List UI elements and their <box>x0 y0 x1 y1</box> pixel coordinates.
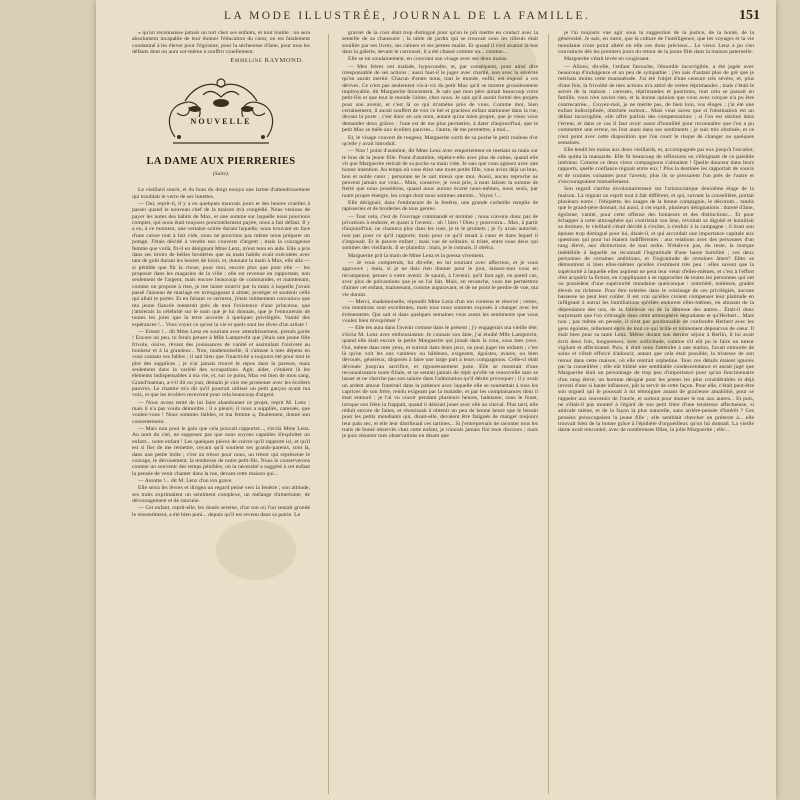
paragraph: — Ernest !... dit Mme Lenz en souriant avec attendrissement, prends garde ! Encore un peu, tu ferais penser à Mlle Lamprecht que j'étais une jeune fille frivole, oisive, rêvant des jouissances de vanité et assimilant l'oisiveté au bonheur et à la grandeur... Non, mademoiselle, il s'amuse à mes dépens en vous contant ces fables ; il sait bien que l'inactivité a toujours été pour moi le pire des supplices ; je n'ai jamais trouvé le repos dans la paresse, mais seulement dans la variété des occupations. Agir, aider, c'étaient là les éléments indispensables à ma vie, et, sur ce point, Max est bien de mon sang. Grand'maman, a-t-il dit ou jour, demain je vais me promener avec les écoliers pauvres. Le chantre m'a dit qu'il pourrait utiliser un petit garçon ayant ma voix, et que les écoliers recevront pour cela beaucoup d'argent. <box>132 328 310 399</box>
paragraph: — Non ! point d'aumône, dit Mme Lenz avec emportement en mettant sa main sur le bras de la jeune fille. Point d'aumône, répéta-t-elle avec plus de calme, quand elle vit que Marguerite retirait de sa poche sa main vide. Je sais que vous agissez avec une bonne intention. Au temps où vous étiez une toute petite fille, vous aviez déjà un bras, bon et noble cœur ; personne ne le sait mieux que moi. Aussi, aucun reproche ne peuvent jamais sur vous... Mais, conserve, je vous prie, à nous laisser la somme de fierté que nous possédons, quand nous aurons écarté nous-mêmes, nous seuls, par notre propre énergie, les coups dont nous sommes atteints... Voyez !... <box>342 148 538 199</box>
paragraph: Elle tendit les mains aux deux vieillards, et, accompagnée par eux jusqu'à l'escalier, elle quitta la mansarde. Elle fit beaucoup de réflexions en s'éloignant de ce paisible intérieur. Comme ce deux vieux compagnons s'aimaient ! Quelle douceur dans leurs rapports, quelle confiance régnait entre eux ! Plus la destinée les rapportait de soucis et de craintes cuisantes pour l'avenir, plus ils se pressaient l'un près de l'autre et s'encourageaient mutuellement. <box>558 147 754 185</box>
page-number: 151 <box>739 8 760 23</box>
running-title: LA MODE ILLUSTRÉE, JOURNAL DE LA FAMILLE. <box>224 10 591 22</box>
paragraph: Marguerite prit la main de Mme Lenz et la pressa vivement. <box>348 252 485 259</box>
paragraph: je l'ai toujours vue agir sous la suggestion de la justice, de la bonté, de la générosité. Je sais, en outre, que la culture de l'intelligence, que les voyages et la vie mondaine n'ont point altéré en elle ces dons précieux... Le vieux Lenz a pu s'en convaincre dès les premiers jours du retour de la jeune fille dans la maison paternelle. <box>558 30 754 56</box>
magazine-page <box>96 0 776 800</box>
paragraph: — Cet enfant, reprit-elle, les doués sereine, d'un ton où l'on sentait grondé le ressentiment, a été bien puni... depuis qu'il est revenu dans sa patrie. Le <box>132 505 310 518</box>
ornament-label: NOUVELLE <box>183 119 259 125</box>
paragraph: gravier de la cour était trop distingué pour qu'on le pût mettre en contact avec la semelle de sa chaussure ; la table de jardin qui se trouvait sous les tilleuls était souillée par ses livres, ses cahiers et ses petites mains. Et quand il s'est avancé là-bas dans la galerie, devant le carrousel, il a été chassé comme un... comme... <box>342 30 538 56</box>
paragraph: — Oui, reprit-il, il y a eu quelques mauvais jours et des heures cruelles à passer quand le nouveau chef de la maison m'a congédié. Nous venions de payer les notes des habits de Max, et une somme sur laquelle nous pouvions compter, qui nous était toujours ponctuellement payée, nous a fait défaut. Il y a eu, à ce moment, une certaine soirée durant laquelle, nous trouvant en face d'une caisse tout à fait vide, nous ne pouvions pas même nous préparer un potage. J'étais décidé à vendre nos couverts d'argent ; mais la courageuse femme que voilà, fit-il en désignant Mme Lenz, m'eut tenu en aide. Elle a pris dans ses tiroirs de belles broderies que sa main habile avait exécutées avec tant de goût durant les heures de loisir, et, donnant la main à Max, elle alla — si pénible que fût la chose, pour moi, encore plus que pour elle — les proposer dans les magasins de la ville ; elle est revenue en rapportant, non seulement de l'argent, mais encore beaucoup de commandes, et maintenant, comme on propose à rien, je me laisse nourrir par la main à laquelle j'avais passé l'anneau de mariage en m'engageant à aimer, protéger et soutenir celle qui allait le porter. Et en faisant ce serment, j'étais intimement convaincu que ma jeune fiancée menerait près de moi l'existence d'une princesse, que j'attirerais la célébrité sur le nom que je lui donnais, que je l'entourerais de toutes les joies que la terre accorde à quelques privilégiés. Vanité des espérances !... Vous voyez ce qu'est la vie et quels sont les rêves d'un artiste ! <box>132 201 310 328</box>
ornament-flourish-icon <box>155 73 287 153</box>
paragraph: — Assotte !... dit M. Lenz d'un ton grave. <box>138 477 233 484</box>
nouvelle-ornament <box>155 73 287 153</box>
paragraph: — Tout cela, c'est de l'ouvrage commandé et terminé ; nous n'avons donc pas de privations à endurer, et quant à l'avenir... oh ! bien ! Dieu y pourvoira... Max, à partir d'aujourd'hui, ne chantera plus dans les rues, je te le promets ; je l'y avais autorisé, non pas pour ce qu'il rapporte, mais pour ce qu'il tenait à cœur et dans lequel il s'imposait. Et le pauvre enfant ; mais vue de solitaire, si triste, entre nous deux qui sommes des vieillards. Il se plaindra : mais, je le connais, il obéira. <box>342 213 538 252</box>
story-title: LA DAME AUX PIERRERIES <box>146 155 296 167</box>
paragraph: — Mais non pour le gain que cela pouvait rapporter..., s'écria Mme Lenz. Au nom du ciel, ne supposez pas que nous soyons capables d'exploiter un enfant... notre enfant ! Les quelques pièces de cuivre qu'il rapporte ici, et qu'il est si fier de me remettre, ceyant qu'il soutient ses grands-parents, sont là, dans une petite boîte ; c'est un trésor pour nous, un trésor qui représente le courage, le dévouement, la tendresse de notre petit-fils. Nous le conserverons comme un souvenir des temps pénibles, où la nécessité a suggéré à cet enfant la pensée de venir chanter dans la rue, devant cette maison qui... <box>132 426 310 477</box>
page-header <box>96 4 776 28</box>
paragraph: — Elle les aura dans l'avenir comme dans le présent ; j'y engagerais ma vieille tête, s'écria M. Lenz avec enthousiasme. Je connais son âme, j'ai étudié Mlle Lamprecht, quand elle était encore la petite Marguerite qui jouait dans la cour, sous mes yeux. Oui, même dans mes yeux, et surtout dans leurs jeux, on peut juger les enfants ; c'est là qu'on voit les uns vaniteux ou hâbleurs, exigeants, égoïstes, avares, ou bien dévoués, généreux, disposés à faire une large part à leurs compagnons. Celle-ci était dévouée jusqu'au sacrifice, et rigoureusement juste. Elle se montrait d'une reconnaissance toute filiale, et ne sentait jamais de répit qu'elle ne renouvelle sans se lasser et ne cherche pas son salaire dans l'admiration qu'il désire provoquer ; il y avait un ardent amour fraternel dans la patience avec laquelle elle se soumettait à tous les caprices de son frère, rendu exigeant par la maladie, et par les complaisances dont il était entouré ; je l'ai vu courir pendant plusieurs heures, haletante, sous le fouet, lorsque son frère la frappait, quand il désirait jouer avec elle au cheval. Plus tard, elle réduit encore de faites, et réussissait à obtenir un peu de bonne heure que le besoin pour les petits mendiants qui, disait-elle, devaient être fatigués de manger toujours leur pain sec, et elle leur distribuait ces tartines... Si j'entreprenais de raconter tous les traits de bonté observés chez cette enfant, je n'aurais jamais fini mon discours ; mais je puis résumer mes observations en disant que <box>342 325 538 440</box>
paragraph: Elle serra les lèvres et dirigea un regard peiné vers la fenêtre ; son attitude, ses traits exprimaient un sentiment complexe, un mélange d'amertume, de découragement et de rancune. <box>132 485 310 504</box>
text-column-1 <box>132 30 310 798</box>
paragraph: Le vieillard sourit, et du bout du doigt essuya une larme d'attendrissement qui troublait le verre de ses lunettes. <box>132 187 310 200</box>
column-1-body <box>132 187 310 518</box>
column-1-intro <box>132 30 310 55</box>
paragraph: — Merci, mademoiselle, répondit Mme Lenz d'un ton contenu et réservé ; certes, vos intentions sont excellentes, mais tous nous sommes exposés à changer avec les évènements. Qui sait si dans quelques semaines vous aurez les sentiments que vous voulez bien m'exprimer ? <box>342 299 538 325</box>
column-rule <box>548 34 549 794</box>
paragraph: Son regard s'arrêta involontairement sur l'aristocratique deuxième étage de la maison. Là régnait un esprit tout à fait différent, et qui, suivant la conseillère, portait plusieurs noms : l'étiquette, les usages de la bonne compagnie, le décorum... tandis que le grand-père donnait, lui aussi, à cet esprit, plusieurs désignations : dureté d'âme, égoïsme, vanité, pour cette offense des honneurs et des distinctions... Et pour échapper à cette atmosphère qui contristait son âme, révoltait sa dignité et humiliait sa droiture, le vieillard s'était décidé à s'exiler, à s'enfuir à la campagne ; il tirait son épouse trop distingué pour lui, disait-il, et qui accordait une importance capitale aux questions qui pour lui étaient indifférentes : aux relations avec des personnes d'un rang élevé, aux distinctions de tout ordre. N'était-ce pas, du reste, la marque indélébile à laquelle on reconnaît l'ingratitude d'une basse humilité ; ces deux personnes de certaines ambitions, et l'ingratitude de certaines âmes? Elles se démontrent si bien elles-mêmes qu'elles s'estiment très peu : elles savent que la supériorité à laquelle elles aspirent ne peut leur venir d'elles-mêmes, et c'est à l'effort d'en acquérir la fiction, en s'appliquant à se rapprocher de toutes les personnes qui ont ou possèdent d'une supériorité mondaine quelconque : notoriété, noblesse, grades élevés ou richesse. Pour être tolérées dans le voisinage de ces privilégiés, aucune bassesse ne peut leur coûter. Il est vrai qu'elles croient compenser leur platitude en infligeant à autrui les humiliations qu'elles endurent elles-mêmes, en abusant de la dépendance des uns, de la faiblesse ou de la détresse des autres... Était-il donc surprenant que l'on s'étrangle dans cette atmosphère dégradante et qu'Herbert... Mais non ; pas même en pensée, il n'est pas pardonnable de confondre Herbert avec les gens égoïstes, tellement épris de tout ce qui brille et totalement dépourvus de cœur. Il était bien pour sa tante Lenz. Même durant son dernier séjour à Berlin, il lui avait écrit deux fois, longuement, avec sollicitude, comme s'il eût pu le faire un tuteur vigilant et affectionné. Puis, il était venu l'attendre à une station, l'avait entourée de soins et s'était efforcé d'adoucir, autant que cela était possible, la tristesse de son retour dans cette maison, où elle rentrait orpheline. Tous ces détails étaient ignorés par la conseillère ; elle eût blâmé une semblable condescendance et aurait jugé que Marguerite était un personnage de trop peu d'importance pour qu'un fonctionnaire d'un rang élevé, un homme désigné pour les postes les plus considérables et déjà investi d'une si haute influence, pût la servir de cette façon. Pour elle, c'était peut-être son orgueil qui le poussait à lui témoigner autant de gracieuse amabilité, pour se rappeler aux souvenirs de l'oncle, et surtout pour donner le ton aux autres... Et puis, ne s'était-il pas montré à l'égard de son petit frère d'une tendresse affectueuse, si amicale même, et de la façon la plus naturelle, sans arrière-pensée d'intérêt ? Ces pensées préoccupaient la jeune fille ; elle semblait chercher un prétexte à... elle trouvait bien de la bonne grâce à l'épithète d'orgueilleux qu'on lui donnait. La vieille dame avait rencontré, avec de nombreuses filles, la jolie Marguerite ; elle... <box>558 186 754 434</box>
column-rule <box>328 34 329 794</box>
paragraph: Et, le visage couvert de rougeur, Marguerite sortit de sa poche le petit rouleau d'or qu'elle y avait introduit. <box>342 134 538 147</box>
paragraph: Elle désignait, dans l'embrasure de la fenêtre, une grande corbeille remplie de tapisseries et de broderies de tous genres. <box>342 199 538 213</box>
text-column-2 <box>342 30 538 798</box>
paragraph: — Nous avons tenté de lui faire abandonner ce projet, reprit M. Lenz ; mais il n'a pas voulu démordre ; il a pleuré, il nous a suppliés, caressés, que voulez-vous ! Nous sommes faibles, et ma femme a, finalement, donné son consentement. <box>132 399 310 425</box>
story-subtitle: (Suite). <box>212 171 230 178</box>
paragraph: — Allons, dit-elle, l'enfant farouche, l'étourdie incorrigible, a été jugée avec beaucoup d'indulgence et un peu de sympathie ; j'en sais d'autant plus de gré que je méritais moins cette mansuétude. J'ai été l'objet d'une censure très sévère, et, plus d'une fois, la frivolité de mes actions m'a attiré de vertes réprimandes ; mais c'était le secret de la maison : caresses, réprimandes et punitions, tout cela se passait en famille, vous n'en saviez rien, et la bonne opinion que vous avez conçue n'a pu être contrecarrée... Croyez-moi, je ne mérite pas, de bien loin, vos éloges ; j'ai été une enfant indisciplinée, obstinée surtout... Mais vous savez que si l'obstination est un défaut incorrigible, elle offre parfois des compensations ; si l'on est obstiné dans l'erreur, et dans ce cas il faut avoir assez d'humilité pour reconnaître que l'on a pu commettre une erreur, on l'est aussi dans ses sentiments ; je suis très obstinée, et ce n'est point avec cette disposition que l'on court le risque de changer ou quelques semaines. <box>558 63 754 146</box>
paragraph: — Je vous comprends, lui dit-elle, en lui souriant avec affection, et je vous approuve ; mais, si je ne dois rien donner pour le jour, laissez-moi vous en récompense, penser à votre avenir. Je saurai, à l'avenir, qu'il faut agir, en pareil cas, avec plus de précautions que je ne l'ai fait. Mais, en revanche, vous me permettrez d'aimer cet enfant, maintenant, comme auparavant, et de ne point le perdre de vue, ma vie durant. <box>342 260 538 298</box>
paragraph: Elle se tut soudainement, en couvrant son visage avec ses deux mains. <box>348 56 508 63</box>
paragraph: Marguerite s'était levée en rougissant. <box>564 56 651 63</box>
paragraph: — Mes frères ont malade, hypocondre, et, par conséquent, pour ainsi dire irresponsable de ses actions ; aussi faut-il le juger avec charité, non avec la sévérité qu'on aurait mérité. Chacun d'entre nous, tout le monde, enfin, est exposé à ces dérives. Ce n'est pas seulement vis-à-vis du petit Max qu'il se montre grossièrement impitoyable, dit Marguerite doucement. Je sais que mon père aimait beaucoup votre petit-fils et que tout le monde l'aime, chez nous. Je sais qu'il aurait formé des projets pour son avenir, et c'est là ce qui m'amène près de vous. Comme moi, bien certainement, il aurait souffert de voir ce bel et gracieux enfant stationner dans la rue, devant la porte ; c'est donc en son nom, autant qu'au mien propre, que je viens vous demander deux grâces : l'une est de me plus permettre, à dater d'aujourd'hui, que le petit Max se mêle aux écoliers pauvres... l'autre, de me permettre, à moi... <box>342 63 538 134</box>
paragraph: « qu'on reconnaisse jamais un tort chez ses enfants, et tout inutile : on sera absolument incapable de leur donner l'éducation du cœur, on est fatalement condamné à les élever pour l'égoïsme, pour la sécheresse d'âme, pour tous les défauts dont on aura soi-même à souffrir cruellement. <box>132 30 310 56</box>
text-column-3 <box>558 30 754 798</box>
author-signature: Emmeline RAYMOND. <box>230 57 304 65</box>
